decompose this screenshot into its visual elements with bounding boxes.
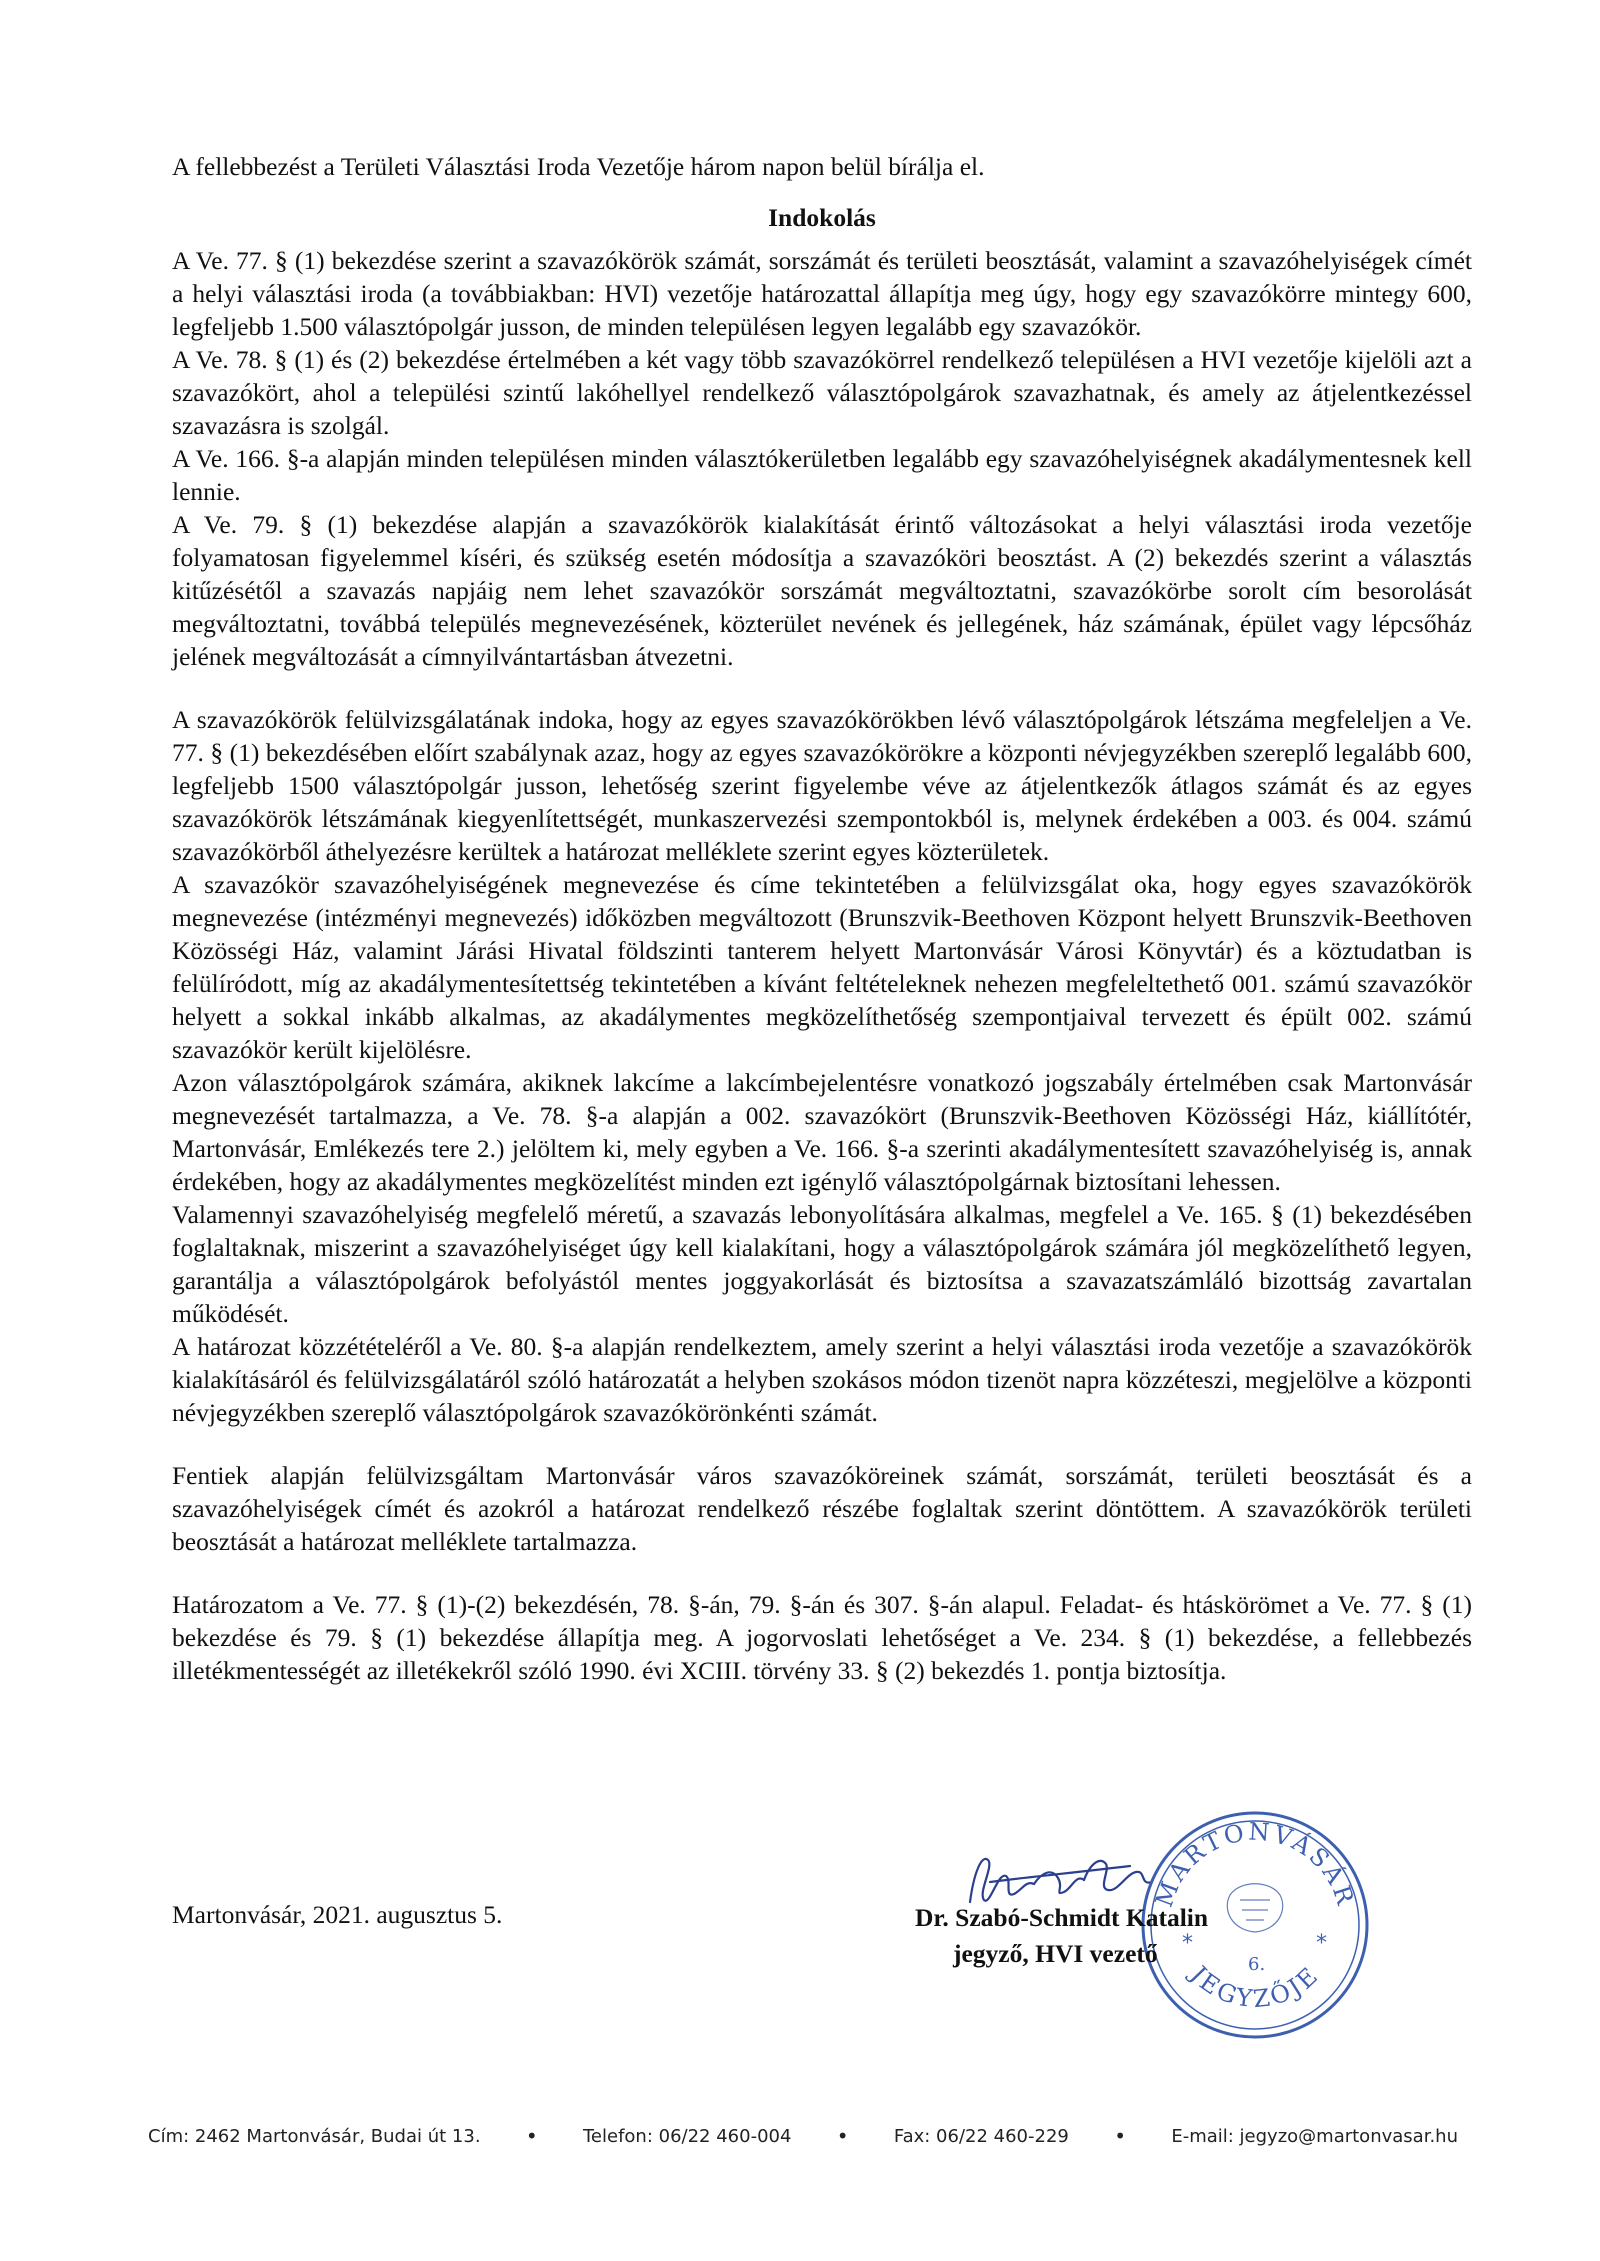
place-and-date: Martonvásár, 2021. augusztus 5. (172, 1900, 503, 1929)
signatory-name: Dr. Szabó-Schmidt Katalin (915, 1903, 1209, 1932)
footer-separator: • (836, 2124, 849, 2148)
paragraph-ve166: A Ve. 166. §-a alapján minden településen minden választókerületben legalább egy szavazóhelyiségnek akadálymentesnek kell lennie. (172, 444, 1472, 506)
paragraph-ve79: A Ve. 79. § (1) bekezdése alapján a szavazókörök kialakítását érintő változásokat a helyi választási iroda vezetője folyamatosan figyelemmel kíséri, és szükség esetén módosítja a szavazóköri beosztást. A (2) bekezdés szerint a választás kitűzésétől a szavazás napjáig nem lehet szavazókör sorszámát megváltoztatni, szavazókörbe sorolt cím besorolását megváltoztatni, továbbá település megnevezésének, közterület nevének és jellegének, ház számának, épület vagy lépcsőház jelének megváltozását a címnyilvántartásban átvezetni. (172, 510, 1472, 671)
paragraph-ve77: A Ve. 77. § (1) bekezdése szerint a szavazókörök számát, sorszámát és területi beosztását, valamint a szavazóhelyiségek címét a helyi választási iroda (a továbbiakban: HVI) vezetője határozattal állapítja meg úgy, hogy egy szavazókörre mintegy 600, legfeljebb 1.500 választópolgár jusson, de minden településen legyen legalább egy szavazókör. (172, 246, 1472, 341)
footer-contact-bar (148, 2124, 1458, 2148)
footer-separator: • (525, 2124, 538, 2148)
footer-email: E-mail: jegyzo@martonvasar.hu (1171, 2125, 1458, 2147)
svg-text:JEGYZŐJE: JEGYZŐJE (1185, 1960, 1326, 2014)
lead-sentence: A fellebbezést a Területi Választási Iroda Vezetője három napon belül bírálja el. (172, 152, 985, 181)
svg-text:*: * (1182, 1931, 1193, 1956)
paragraph-station-suitability: Valamennyi szavazóhelyiség megfelelő méretű, a szavazás lebonyolítására alkalmas, megfelel a Ve. 165. § (1) bekezdésében foglaltaknak, miszerint a szavazóhelyiséget úgy kell kialakítani, hogy a választópolgárok számára jól megközelíthető legyen, garantálja a választópolgárok befolyástól mentes joggyakorlását és biztosítsa a szavazatszámláló bizottság zavartalan működését. (172, 1200, 1472, 1328)
footer-fax: Fax: 06/22 460-229 (893, 2125, 1069, 2147)
paragraph-decision: Fentiek alapján felülvizsgáltam Martonvásár város szavazóköreinek számát, sorszámát, területi beosztását és a szavazóhelyiségek címét és azokról a határozat rendelkező részébe foglaltak szerint döntöttem. A szavazókörök területi beosztását a határozat melléklete tartalmazza. (172, 1461, 1472, 1556)
svg-text:MARTONVÁSÁR: MARTONVÁSÁR (1149, 1817, 1361, 1911)
footer-phone: Telefon: 06/22 460-004 (583, 2125, 792, 2147)
paragraph-review-reason: A szavazókörök felülvizsgálatának indoka, hogy az egyes szavazókörökben lévő választópolgárok létszáma megfeleljen a Ve. 77. § (1) bekezdésében előírt szabálynak azaz, hogy az egyes szavazókörökre a központi névjegyzékben szereplő legalább 600, legfeljebb 1500 választópolgár jusson, lehetőség szerint figyelembe véve az átjelentkezők átlagos számát és az egyes szavazókörök létszámának kiegyenlítettségét, munkaszervezési szempontokból is, melynek érdekében a 003. és 004. számú szavazókörből áthelyezésre kerültek a határozat melléklete szerint egyes közterületek. (172, 705, 1472, 866)
svg-text:*: * (1316, 1931, 1327, 1956)
paragraph-designated-station: Azon választópolgárok számára, akiknek lakcíme a lakcímbejelentésre vonatkozó jogszabály értelmében csak Martonvásár megnevezését tartalmazza, a Ve. 78. §-a alapján a 002. szavazókört (Brunszvik-Beethoven Közösségi Ház, kiállítótér, Martonvásár, Emlékezés tere 2.) jelöltem ki, mely egyben a Ve. 166. §-a szerinti akadálymentesített szavazóhelyiség is, annak érdekében, hogy az akadálymentes megközelítést minden ezt igénylő választópolgárnak biztosítani lehessen. (172, 1068, 1472, 1196)
svg-text:6.: 6. (1248, 1954, 1266, 1975)
document-body (172, 150, 1472, 1687)
paragraph-ve78: A Ve. 78. § (1) és (2) bekezdése értelmében a két vagy több szavazókörrel rendelkező településen a HVI vezetője kijelöli azt a szavazókört, ahol a települési szintű lakóhellyel rendelkező választópolgárok szavazhatnak, és amely az átjelentkezéssel szavazásra is szolgál. (172, 345, 1472, 440)
paragraph-legal-basis: Határozatom a Ve. 77. § (1)-(2) bekezdésén, 78. §-án, 79. §-án és 307. §-án alapul. Feladat- és htáskörömet a Ve. 77. § (1) bekezdése és 79. § (1) bekezdése állapítja meg. A jogorvoslati lehetőséget a Ve. 234. § (1) bekezdése, a fellebbezés illetékmentességét az illetékekről szóló 1990. évi XCIII. törvény 33. § (2) bekezdés 1. pontja biztosítja. (172, 1590, 1472, 1685)
paragraph-publication: A határozat közzétételéről a Ve. 80. §-a alapján rendelkeztem, amely szerint a helyi választási iroda vezetője a szavazókörök kialakításáról és felülvizsgálatáról szóló határozatát a helyben szokásos módon tizenöt napra közzéteszi, megjelölve a központi névjegyzékben szereplő választópolgárok szavazókörönkénti számát. (172, 1332, 1472, 1427)
footer-separator: • (1114, 2124, 1126, 2148)
paragraph-polling-station-names: A szavazókör szavazóhelyiségének megnevezése és címe tekintetében a felülvizsgálat oka, hogy egyes szavazókörök megnevezése (intézményi megnevezés) időközben megváltozott (Brunszvik-Beethoven Központ helyett Brunszvik-Beethoven Közösségi Ház, valamint Járási Hivatal földszinti tanterem helyett Martonvásár Városi Könyvtár) és a köztudatban is felülíródott, míg az akadálymentesítettség tekintetében a kívánt feltételeknek nehezen megfeleltethető 001. számú szavazókör helyett a sokkal inkább alkalmas, az akadálymentes megközelíthetőség szempontjaival tervezett és épült 002. számú szavazókör került kijelölésre. (172, 870, 1472, 1064)
signature-block (915, 1900, 1208, 1972)
signatory-title: jegyző, HVI vezető (953, 1939, 1158, 1968)
footer-address: Cím: 2462 Martonvásár, Budai út 13. (148, 2125, 481, 2147)
section-heading: Indokolás (768, 203, 876, 232)
